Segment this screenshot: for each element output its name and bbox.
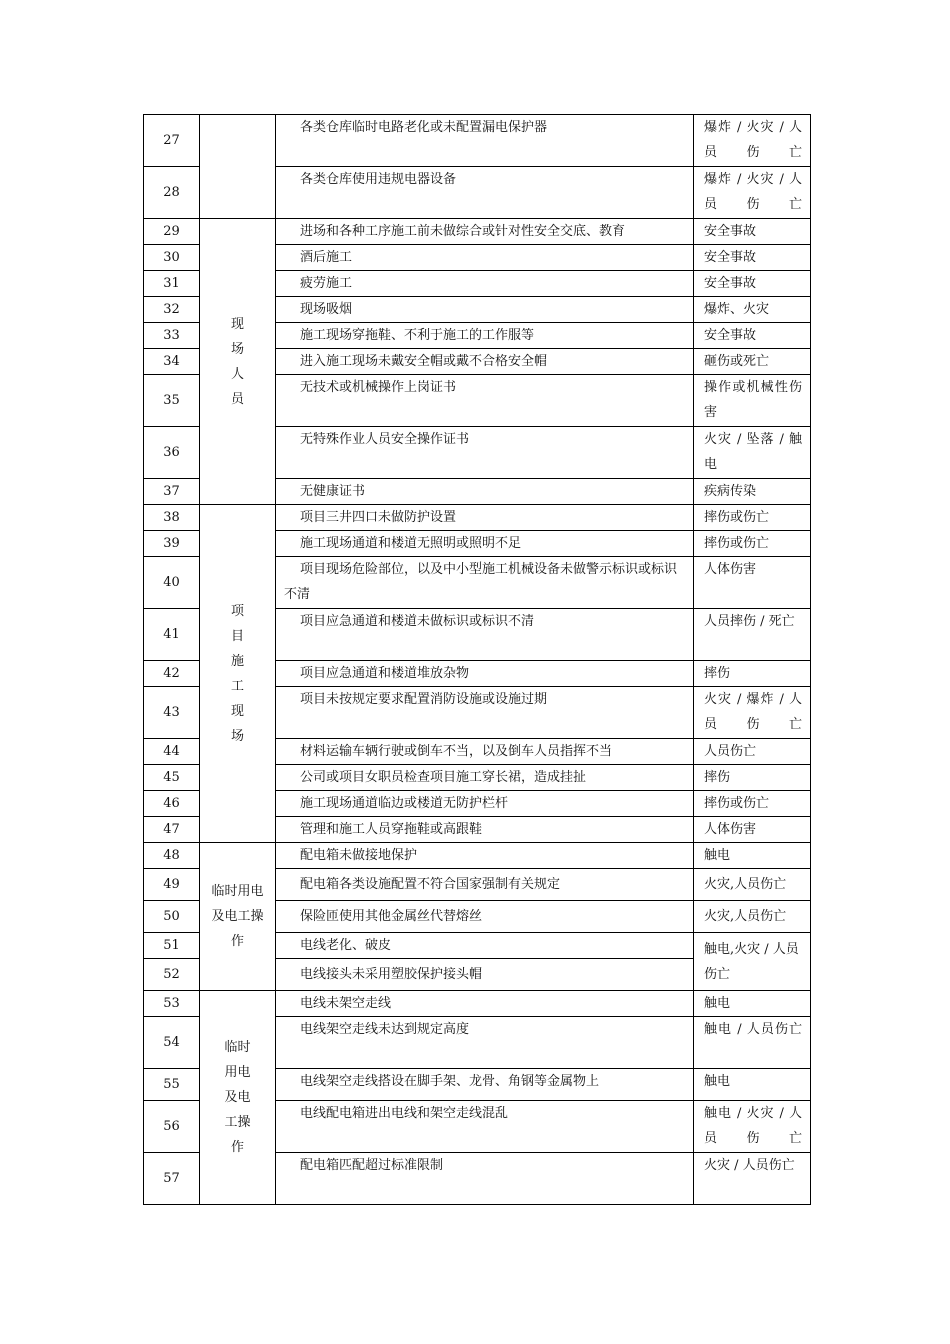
category-char: 工: [230, 678, 244, 694]
category-line: 及电: [224, 1090, 251, 1105]
hazard-result: 触电,火灾 / 人员伤亡: [694, 933, 811, 991]
hazard-result: 人员伤亡: [694, 739, 811, 765]
hazard-result: 火灾,人员伤亡: [694, 901, 811, 933]
category-line: 作: [230, 934, 244, 949]
hazard-result: 疾病传染: [694, 479, 811, 505]
row-number: 27: [144, 115, 200, 167]
category-line: 及电工操: [211, 909, 264, 924]
hazard-description: 酒后施工: [276, 245, 694, 271]
hazard-description: 保险匝使用其他金属丝代替熔丝: [276, 901, 694, 933]
hazard-result: 摔伤或伤亡: [694, 531, 811, 557]
hazard-description: 项目未按规定要求配置消防设施或设施过期: [276, 687, 694, 739]
table-row: [144, 505, 811, 531]
hazard-description: 电线架空走线未达到规定高度: [276, 1017, 694, 1069]
hazard-result: 触电: [694, 991, 811, 1017]
hazard-result: 火灾,人员伤亡: [694, 869, 811, 901]
category-char: 现: [230, 703, 244, 719]
table-row: [144, 115, 811, 167]
hazard-result: 安全事故: [694, 219, 811, 245]
hazard-description: 各类仓库使用违规电器设备: [276, 167, 694, 219]
hazard-result: 触电 / 人员伤亡: [694, 1017, 811, 1069]
row-number: 57: [144, 1153, 200, 1205]
row-number: 41: [144, 609, 200, 661]
hazard-result: 摔伤: [694, 765, 811, 791]
row-number: 49: [144, 869, 200, 901]
hazard-description: 电线未架空走线: [276, 991, 694, 1017]
hazard-result: 摔伤或伤亡: [694, 791, 811, 817]
row-number: 50: [144, 901, 200, 933]
row-number: 51: [144, 933, 200, 959]
hazard-description: 电线老化、破皮: [276, 933, 694, 959]
row-number: 56: [144, 1101, 200, 1153]
row-number: 29: [144, 219, 200, 245]
category-char: 施: [230, 653, 244, 669]
hazard-result: 爆炸 / 火灾 / 人员伤亡: [694, 115, 811, 167]
hazard-description: 电线接头未采用塑胶保护接头帽: [276, 959, 694, 991]
hazard-description: 各类仓库临时电路老化或未配置漏电保护器: [276, 115, 694, 167]
hazard-result: 安全事故: [694, 245, 811, 271]
category-cell-empty: [200, 115, 276, 219]
hazard-result: 人员摔伤 / 死亡: [694, 609, 811, 661]
row-number: 28: [144, 167, 200, 219]
hazard-result: 砸伤或死亡: [694, 349, 811, 375]
category-char: 项: [230, 603, 244, 619]
row-number: 36: [144, 427, 200, 479]
row-number: 42: [144, 661, 200, 687]
category-char: 员: [230, 391, 244, 407]
row-number: 47: [144, 817, 200, 843]
row-number: 44: [144, 739, 200, 765]
hazard-result: 人体伤害: [694, 557, 811, 609]
row-number: 48: [144, 843, 200, 869]
row-number: 52: [144, 959, 200, 991]
hazard-result: 摔伤或伤亡: [694, 505, 811, 531]
hazard-result: 安全事故: [694, 323, 811, 349]
row-number: 40: [144, 557, 200, 609]
category-char: 人: [230, 366, 244, 382]
category-line: 临时用电: [211, 884, 264, 899]
hazard-description: 公司或项目女职员检查项目施工穿长裙，造成挂扯: [276, 765, 694, 791]
row-number: 39: [144, 531, 200, 557]
hazard-result: 爆炸、火灾: [694, 297, 811, 323]
row-number: 37: [144, 479, 200, 505]
category-site-personnel: [200, 219, 276, 505]
row-number: 54: [144, 1017, 200, 1069]
hazard-result: 摔伤: [694, 661, 811, 687]
hazard-result: 触电 / 火灾 / 人员伤亡: [694, 1101, 811, 1153]
hazard-description: 项目现场危险部位，以及中小型施工机械设备未做警示标识或标识不清: [276, 557, 694, 609]
hazard-description: 项目应急通道和楼道堆放杂物: [276, 661, 694, 687]
row-number: 33: [144, 323, 200, 349]
hazard-description: 进场和各种工序施工前未做综合或针对性安全交底、教育: [276, 219, 694, 245]
hazard-description: 项目三井四口未做防护设置: [276, 505, 694, 531]
category-char: 场: [230, 341, 244, 357]
category-line: 作: [230, 1140, 244, 1155]
category-line: 临时: [224, 1040, 251, 1055]
hazard-description: 施工现场穿拖鞋、不利于施工的工作服等: [276, 323, 694, 349]
table-row: [144, 843, 811, 869]
hazard-description: 项目应急通道和楼道未做标识或标识不清: [276, 609, 694, 661]
hazard-description: 配电箱匹配超过标准限制: [276, 1153, 694, 1205]
category-temporary-power-1: [200, 843, 276, 991]
hazard-description: 材料运输车辆行驶或倒车不当，以及倒车人员指挥不当: [276, 739, 694, 765]
row-number: 32: [144, 297, 200, 323]
hazard-result: 爆炸 / 火灾 / 人员伤亡: [694, 167, 811, 219]
hazard-table: [143, 114, 811, 1205]
hazard-description: 管理和施工人员穿拖鞋或高跟鞋: [276, 817, 694, 843]
hazard-description: 电线配电箱进出电线和架空走线混乱: [276, 1101, 694, 1153]
row-number: 34: [144, 349, 200, 375]
table-row: [144, 991, 811, 1017]
hazard-result: 火灾 / 坠落 / 触电: [694, 427, 811, 479]
row-number: 31: [144, 271, 200, 297]
hazard-result: 触电: [694, 1069, 811, 1101]
row-number: 45: [144, 765, 200, 791]
row-number: 35: [144, 375, 200, 427]
hazard-result: 火灾 / 爆炸 / 人员伤亡: [694, 687, 811, 739]
row-number: 53: [144, 991, 200, 1017]
category-char: 现: [230, 316, 244, 332]
hazard-description: 配电箱未做接地保护: [276, 843, 694, 869]
hazard-description: 电线架空走线搭设在脚手架、龙骨、角钢等金属物上: [276, 1069, 694, 1101]
hazard-description: 疲劳施工: [276, 271, 694, 297]
row-number: 30: [144, 245, 200, 271]
table-row: [144, 219, 811, 245]
hazard-result: 火灾 / 人员伤亡: [694, 1153, 811, 1205]
hazard-description: 配电箱各类设施配置不符合国家强制有关规定: [276, 869, 694, 901]
category-temporary-power-2: [200, 991, 276, 1205]
row-number: 46: [144, 791, 200, 817]
hazard-description: 施工现场通道临边或楼道无防护栏杆: [276, 791, 694, 817]
hazard-description: 无技术或机械操作上岗证书: [276, 375, 694, 427]
category-project-site: [200, 505, 276, 843]
category-line: 用电: [224, 1065, 251, 1080]
hazard-result: 触电: [694, 843, 811, 869]
row-number: 38: [144, 505, 200, 531]
hazard-result: 操作或机械性伤害: [694, 375, 811, 427]
category-line: 工操: [224, 1115, 251, 1130]
hazard-description: 进入施工现场未戴安全帽或戴不合格安全帽: [276, 349, 694, 375]
category-char: 场: [230, 728, 244, 744]
category-char: 目: [230, 628, 244, 644]
hazard-table-page: [143, 114, 810, 1207]
hazard-description: 无特殊作业人员安全操作证书: [276, 427, 694, 479]
hazard-result: 安全事故: [694, 271, 811, 297]
hazard-description: 现场吸烟: [276, 297, 694, 323]
row-number: 55: [144, 1069, 200, 1101]
hazard-description: 无健康证书: [276, 479, 694, 505]
hazard-description: 施工现场通道和楼道无照明或照明不足: [276, 531, 694, 557]
row-number: 43: [144, 687, 200, 739]
hazard-result: 人体伤害: [694, 817, 811, 843]
